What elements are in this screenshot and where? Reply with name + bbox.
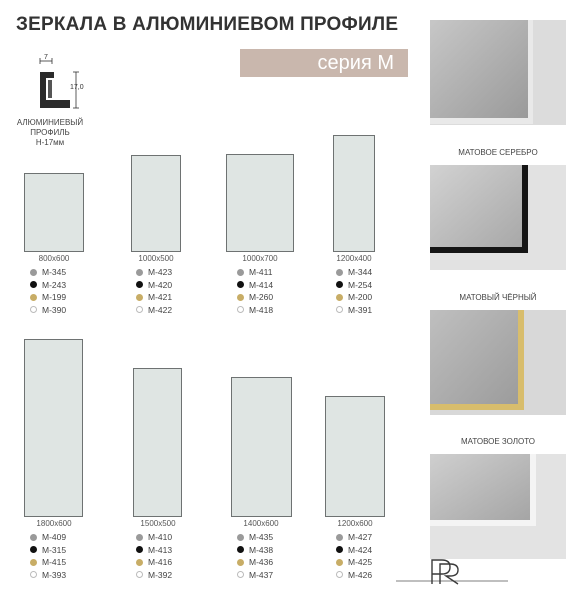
frame-corner-photo bbox=[430, 165, 566, 270]
silver-dot-icon bbox=[336, 534, 343, 541]
frame-corner-photo bbox=[430, 310, 566, 415]
frame-edge bbox=[430, 118, 533, 124]
finish-label: МАТОВЫЙ ЧЁРНЫЙ bbox=[459, 293, 537, 302]
code-row bbox=[30, 291, 66, 304]
mirror-size-label: 1200x600 bbox=[337, 519, 373, 528]
profile-dim-side: 17,0 bbox=[70, 84, 84, 91]
mirror-1500x500 bbox=[133, 368, 182, 517]
finish-label: МАТОВОЕ ЗОЛОТО bbox=[460, 437, 536, 446]
mirror-size-label: 1200x400 bbox=[336, 254, 372, 263]
silver-dot-icon bbox=[336, 269, 343, 276]
code-row bbox=[336, 291, 372, 304]
product-code: M-315 bbox=[42, 544, 67, 555]
code-row bbox=[30, 266, 66, 279]
frame-edge bbox=[430, 247, 528, 253]
finish-label: МАТОВОЕ СЕРЕБРО bbox=[458, 148, 538, 157]
mirror-size-label: 1000x700 bbox=[242, 254, 278, 263]
gold-dot-icon bbox=[336, 294, 343, 301]
mirror-size-label: 1500x500 bbox=[140, 519, 176, 528]
product-code: M-392 bbox=[148, 569, 173, 580]
silver-dot-icon bbox=[237, 534, 244, 541]
product-code: M-414 bbox=[249, 279, 274, 290]
finish-swatch-silver bbox=[430, 20, 566, 125]
profile-caption-line: H-17мм bbox=[35, 138, 65, 147]
code-row bbox=[237, 569, 273, 582]
mirror-code-list bbox=[237, 266, 273, 316]
mirror-1800x600 bbox=[24, 339, 83, 517]
product-code: M-416 bbox=[148, 557, 173, 567]
mirror-1400x600 bbox=[231, 377, 292, 517]
black-dot-icon bbox=[336, 281, 343, 288]
product-code: M-393 bbox=[42, 569, 67, 580]
gold-dot-icon bbox=[237, 294, 244, 301]
product-code: M-254 bbox=[348, 279, 373, 290]
mirror-1000x500 bbox=[131, 155, 181, 252]
silver-dot-icon bbox=[136, 269, 143, 276]
gold-dot-icon bbox=[30, 559, 37, 566]
gold-dot-icon bbox=[30, 294, 37, 301]
black-dot-icon bbox=[336, 546, 343, 553]
mirror-size-label: 1400x600 bbox=[243, 519, 279, 528]
frame-edge bbox=[528, 20, 533, 124]
product-code: M-243 bbox=[42, 279, 67, 290]
brand-logo bbox=[396, 554, 508, 588]
series-badge: серия М bbox=[240, 49, 408, 77]
product-code: M-199 bbox=[42, 292, 67, 302]
frame-edge bbox=[430, 404, 524, 410]
mirror-code-list bbox=[336, 531, 372, 581]
mirror-code-list bbox=[30, 266, 66, 316]
code-row bbox=[30, 279, 66, 292]
code-row bbox=[136, 544, 172, 557]
code-row bbox=[136, 266, 172, 279]
mirror-code-list bbox=[237, 531, 273, 581]
product-code: M-415 bbox=[42, 557, 67, 567]
white-dot-icon bbox=[136, 571, 143, 578]
code-row bbox=[136, 304, 172, 317]
code-row bbox=[237, 544, 273, 557]
finish-swatch-black bbox=[430, 165, 566, 270]
black-dot-icon bbox=[136, 546, 143, 553]
product-code: M-422 bbox=[148, 304, 173, 315]
silver-dot-icon bbox=[30, 269, 37, 276]
page-title: ЗЕРКАЛА В АЛЮМИНИЕВОМ ПРОФИЛЕ bbox=[16, 14, 399, 35]
silver-dot-icon bbox=[136, 534, 143, 541]
product-code: M-410 bbox=[148, 532, 173, 542]
white-dot-icon bbox=[136, 306, 143, 313]
code-row bbox=[136, 569, 172, 582]
code-row bbox=[336, 569, 372, 582]
product-code: M-411 bbox=[249, 267, 273, 277]
white-dot-icon bbox=[30, 571, 37, 578]
silver-dot-icon bbox=[30, 534, 37, 541]
gold-dot-icon bbox=[237, 559, 244, 566]
code-row bbox=[336, 304, 372, 317]
product-code: M-200 bbox=[348, 292, 373, 302]
product-code: M-420 bbox=[148, 279, 173, 290]
code-row bbox=[237, 291, 273, 304]
mirror-800x600 bbox=[24, 173, 84, 252]
mirror-code-list bbox=[136, 531, 172, 581]
frame-corner-photo bbox=[430, 20, 566, 125]
white-dot-icon bbox=[237, 306, 244, 313]
code-row bbox=[336, 556, 372, 569]
code-row bbox=[136, 531, 172, 544]
mirror-code-list bbox=[336, 266, 372, 316]
product-code: M-436 bbox=[249, 557, 274, 567]
finish-swatch-gold bbox=[430, 310, 566, 415]
product-code: M-424 bbox=[348, 544, 373, 555]
product-code: M-437 bbox=[249, 569, 274, 580]
gold-dot-icon bbox=[136, 559, 143, 566]
code-row bbox=[336, 279, 372, 292]
product-code: M-390 bbox=[42, 304, 67, 315]
product-code: M-345 bbox=[42, 267, 67, 277]
profile-dim-top: 7 bbox=[44, 54, 48, 61]
frame-corner-photo bbox=[430, 454, 566, 559]
code-row bbox=[237, 279, 273, 292]
code-row bbox=[336, 544, 372, 557]
code-row bbox=[237, 556, 273, 569]
code-row bbox=[30, 569, 66, 582]
code-row bbox=[136, 556, 172, 569]
profile-caption-line: ПРОФИЛЬ bbox=[30, 128, 70, 137]
product-code: M-438 bbox=[249, 544, 274, 555]
mirror-1200x400 bbox=[333, 135, 375, 252]
mirror-code-list bbox=[30, 531, 66, 581]
code-row bbox=[136, 279, 172, 292]
product-code: M-344 bbox=[348, 267, 373, 277]
code-row bbox=[30, 531, 66, 544]
mirror-size-label: 800x600 bbox=[38, 254, 70, 263]
code-row bbox=[237, 304, 273, 317]
product-code: M-418 bbox=[249, 304, 274, 315]
mirror-size-label: 1800x600 bbox=[36, 519, 72, 528]
product-code: M-425 bbox=[348, 557, 373, 567]
white-dot-icon bbox=[336, 306, 343, 313]
product-code: M-260 bbox=[249, 292, 274, 302]
black-dot-icon bbox=[30, 546, 37, 553]
gold-dot-icon bbox=[336, 559, 343, 566]
mirror-code-list bbox=[136, 266, 172, 316]
code-row bbox=[237, 531, 273, 544]
mirror-1200x600 bbox=[325, 396, 385, 517]
product-code: M-435 bbox=[249, 532, 274, 542]
product-code: M-423 bbox=[148, 267, 173, 277]
code-row bbox=[237, 266, 273, 279]
white-dot-icon bbox=[237, 571, 244, 578]
frame-edge bbox=[430, 520, 536, 526]
code-row bbox=[30, 556, 66, 569]
white-dot-icon bbox=[30, 306, 37, 313]
frame-edge bbox=[522, 165, 528, 253]
mirror-1000x700 bbox=[226, 154, 294, 252]
product-code: M-421 bbox=[148, 292, 173, 302]
product-code: M-427 bbox=[348, 532, 373, 542]
product-code: M-413 bbox=[148, 544, 173, 555]
product-code: M-426 bbox=[348, 569, 373, 580]
finish-swatch-white bbox=[430, 454, 566, 559]
product-code: M-391 bbox=[348, 304, 373, 315]
black-dot-icon bbox=[136, 281, 143, 288]
white-dot-icon bbox=[336, 571, 343, 578]
frame-edge bbox=[518, 310, 524, 410]
code-row bbox=[336, 266, 372, 279]
code-row bbox=[30, 304, 66, 317]
code-row bbox=[136, 291, 172, 304]
silver-dot-icon bbox=[237, 269, 244, 276]
product-code: M-409 bbox=[42, 532, 67, 542]
frame-edge bbox=[530, 454, 536, 526]
black-dot-icon bbox=[237, 281, 244, 288]
profile-caption bbox=[14, 118, 86, 148]
black-dot-icon bbox=[30, 281, 37, 288]
code-row bbox=[30, 544, 66, 557]
gold-dot-icon bbox=[136, 294, 143, 301]
code-row bbox=[336, 531, 372, 544]
mirror-size-label: 1000x500 bbox=[138, 254, 174, 263]
profile-caption-line: АЛЮМИНИЕВЫЙ bbox=[16, 118, 84, 127]
black-dot-icon bbox=[237, 546, 244, 553]
